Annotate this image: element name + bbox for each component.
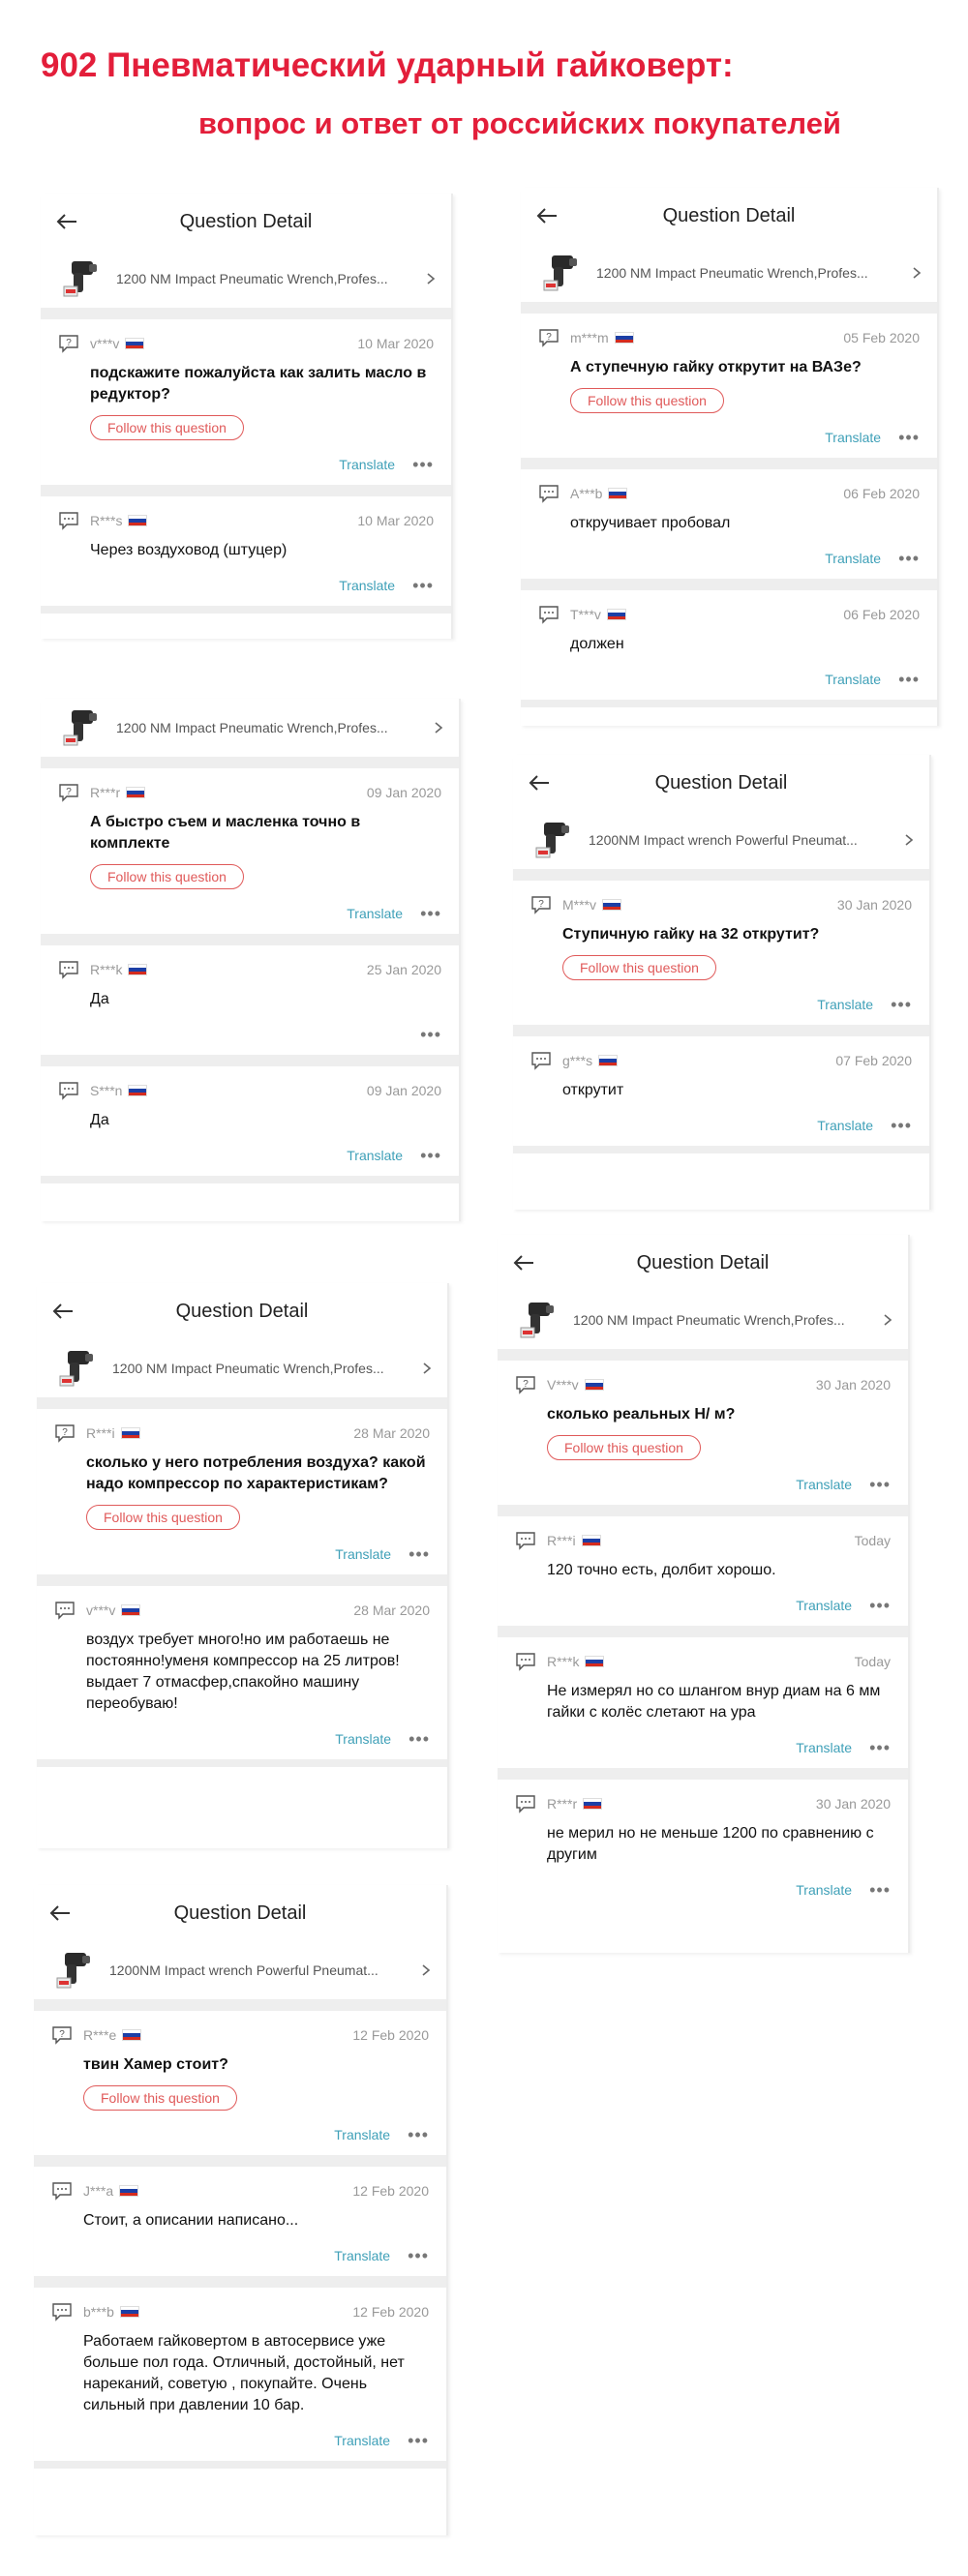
panel-title: Question Detail [173,1902,307,1924]
question-entry [34,2011,446,2167]
question-bubble-icon [58,334,79,353]
translate-link[interactable]: Translate [817,1118,874,1133]
more-dots-icon[interactable]: ••• [891,995,912,1014]
panel-header [521,188,937,244]
question-entry [513,881,929,1036]
product-link[interactable] [41,699,459,768]
translate-link[interactable]: Translate [339,457,396,472]
answer-bubble-icon [515,1531,536,1550]
entry-date: 07 Feb 2020 [835,1053,912,1068]
russia-flag-icon [119,2185,138,2197]
answer-entry [498,1516,908,1637]
question-bubble-icon [54,1423,76,1443]
qa-panel [498,1235,910,1953]
user-name: v***v [90,336,120,351]
panel-header [41,194,451,250]
more-dots-icon[interactable]: ••• [408,2246,429,2265]
answer-bubble-icon [51,2181,73,2201]
more-dots-icon[interactable]: ••• [408,1544,430,1564]
answer-text: открутит [562,1082,624,1098]
answer-bubble-icon [51,2302,73,2321]
answer-entry [521,469,937,590]
entry-date: 12 Feb 2020 [352,2183,429,2199]
answer-text: 120 точно есть, долбит хорошо. [547,1562,776,1578]
follow-question-button[interactable]: Follow this question [562,955,716,980]
translate-link[interactable]: Translate [347,906,404,921]
russia-flag-icon [598,1055,618,1066]
user-name: R***e [83,2027,117,2043]
product-name: 1200 NM Impact Pneumatic Wrench,Profes... [116,720,388,735]
panel-title: Question Detail [636,1251,770,1273]
russia-flag-icon [615,332,634,344]
question-text: А ступечную гайку открутит на ВАЗе? [570,359,862,375]
answer-entry [37,1586,447,1767]
product-name: 1200 NM Impact Pneumatic Wrench,Profes... [596,265,868,281]
translate-link[interactable]: Translate [825,672,882,687]
russia-flag-icon [128,1085,147,1096]
panel-title: Question Detail [662,204,796,226]
user-name: S***n [90,1083,123,1098]
answer-text: воздух требует много!но им работаешь не постоянно!уменя компрессор на 25 литров! выдает 7 отмасфер,спакойно машину переобуваю! [86,1632,400,1712]
more-dots-icon[interactable]: ••• [408,1729,430,1749]
wrench-thumbnail-icon [530,819,573,861]
entry-date: 05 Feb 2020 [843,330,920,345]
panel-header [513,755,929,811]
russia-flag-icon [128,964,147,975]
answer-text: Через воздуховод (штуцер) [90,542,287,558]
panel-title: Question Detail [654,771,788,794]
qa-panel [37,1283,449,1848]
panel-header [34,1885,446,1941]
product-link[interactable] [37,1339,447,1409]
more-dots-icon[interactable]: ••• [420,1025,441,1044]
question-bubble-icon [51,2025,73,2045]
user-name: V***v [547,1377,579,1393]
question-bubble-icon [530,895,552,914]
back-arrow-icon[interactable] [52,207,81,236]
question-bubble-icon [58,783,79,802]
more-dots-icon[interactable]: ••• [898,549,920,568]
entry-date: 06 Feb 2020 [843,486,920,501]
svg-text:?: ? [523,1379,529,1390]
svg-text:?: ? [62,1427,68,1438]
translate-link[interactable]: Translate [347,1148,404,1163]
answer-bubble-icon [515,1652,536,1671]
entry-date: Today [854,1654,891,1669]
answer-text: Работаем гайковертом в автосервисе уже больше пол года. Отличный, достойный, нет нареканий, советую , покупайте. Очень сильный при давлении 10 бар. [83,2333,405,2413]
wrench-thumbnail-icon [54,1347,97,1390]
entry-date: 28 Mar 2020 [353,1425,430,1441]
panel-header [498,1235,908,1291]
entry-date: 30 Jan 2020 [815,1796,891,1812]
qa-panel [521,188,939,726]
more-dots-icon[interactable]: ••• [408,2431,429,2450]
answer-bubble-icon [58,511,79,530]
follow-question-button[interactable]: Follow this question [90,415,244,440]
user-name: v***v [86,1603,116,1618]
panel-title: Question Detail [179,210,313,232]
translate-link[interactable]: Translate [825,430,882,445]
qa-panel [41,194,453,639]
user-name: g***s [562,1053,593,1068]
translate-link[interactable]: Translate [825,551,882,566]
entry-date: Today [854,1533,891,1548]
answer-text: Стоит, а описании написано... [83,2212,299,2229]
russia-flag-icon [583,1798,602,1810]
question-text: А быстро съем и масленка точно в комплекте [90,814,361,852]
translate-link[interactable]: Translate [335,1731,392,1747]
more-dots-icon[interactable]: ••• [869,1596,891,1615]
translate-link[interactable]: Translate [796,1598,853,1613]
panel-header [37,1283,447,1339]
more-dots-icon[interactable]: ••• [412,576,434,595]
question-bubble-icon [538,328,560,347]
wrench-thumbnail-icon [58,706,101,749]
more-dots-icon[interactable]: ••• [869,1738,891,1757]
svg-text:?: ? [59,2029,65,2040]
chevron-right-icon [419,1963,433,1977]
answer-entry [34,2288,446,2469]
follow-question-button[interactable]: Follow this question [90,864,244,889]
svg-text:?: ? [66,338,72,348]
question-entry [41,768,459,945]
question-bubble-icon [515,1375,536,1394]
translate-link[interactable]: Translate [334,2433,391,2448]
answer-bubble-icon [538,605,560,624]
chevron-right-icon [424,272,438,285]
question-entry [37,1409,447,1586]
entry-date: 30 Jan 2020 [836,897,912,913]
translate-link[interactable]: Translate [339,578,396,593]
more-dots-icon[interactable]: ••• [420,904,441,923]
answer-entry [41,945,459,1066]
user-name: R***r [547,1796,578,1812]
product-name: 1200NM Impact wrench Powerful Pneumat... [589,832,858,848]
entry-date: 09 Jan 2020 [366,1083,441,1098]
chevron-right-icon [432,721,445,734]
user-name: R***k [547,1654,580,1669]
answer-entry [498,1637,908,1780]
answer-entry [41,1066,459,1183]
answer-text: Не измерял но со шлангом внур диам на 6 мм гайки с колёс слетают на ура [547,1683,881,1721]
question-text: сколько у него потребления воздуха? какой надо компрессор по характеристикам? [86,1454,426,1492]
chevron-right-icon [902,833,916,847]
translate-link[interactable]: Translate [796,1882,853,1898]
russia-flag-icon [585,1656,604,1667]
russia-flag-icon [607,609,626,620]
user-name: R***s [90,513,123,528]
svg-text:?: ? [546,332,552,343]
question-entry [41,319,451,496]
russia-flag-icon [121,1427,140,1439]
more-dots-icon[interactable]: ••• [869,1880,891,1900]
product-link[interactable] [498,1291,908,1361]
chevron-right-icon [420,1362,434,1375]
more-dots-icon[interactable]: ••• [408,2125,429,2144]
wrench-thumbnail-icon [58,257,101,300]
more-dots-icon[interactable]: ••• [898,428,920,447]
answer-bubble-icon [515,1794,536,1813]
translate-link[interactable]: Translate [334,2248,391,2263]
svg-text:?: ? [66,787,72,797]
product-link[interactable] [34,1941,446,2011]
question-entry [521,314,937,469]
user-name: R***r [90,785,121,800]
question-text: твин Хамер стоит? [83,2056,228,2073]
user-name: R***i [86,1425,115,1441]
translate-link[interactable]: Translate [335,1546,392,1562]
answer-bubble-icon [58,1081,79,1100]
qa-panel [513,755,931,1210]
user-name: J***a [83,2183,114,2199]
back-arrow-icon[interactable] [48,1297,77,1326]
product-name: 1200 NM Impact Pneumatic Wrench,Profes... [573,1312,845,1328]
product-link[interactable] [41,250,451,319]
answer-text: не мерил но не меньше 1200 по сравнению с другим [547,1825,874,1863]
user-name: M***v [562,897,597,913]
user-name: R***k [90,962,123,977]
entry-date: 06 Feb 2020 [843,607,920,622]
answer-bubble-icon [538,484,560,503]
more-dots-icon[interactable]: ••• [891,1116,912,1135]
question-entry [498,1361,908,1516]
translate-link[interactable]: Translate [334,2127,391,2142]
chevron-right-icon [881,1313,894,1327]
entry-date: 10 Mar 2020 [357,336,434,351]
entry-date: 12 Feb 2020 [352,2304,429,2320]
chevron-right-icon [910,266,923,280]
page-heading: 902 Пневматический ударный гайковерт: [41,46,734,84]
question-text: сколько реальных Н/ м? [547,1406,736,1423]
back-arrow-icon[interactable] [532,201,561,230]
answer-bubble-icon [54,1601,76,1620]
entry-date: 28 Mar 2020 [353,1603,430,1618]
answer-bubble-icon [58,960,79,979]
entry-date: 12 Feb 2020 [352,2027,429,2043]
answer-entry [34,2167,446,2288]
back-arrow-icon[interactable] [509,1248,538,1277]
wrench-thumbnail-icon [51,1949,94,1992]
product-link[interactable] [513,811,929,881]
russia-flag-icon [585,1379,604,1391]
russia-flag-icon [120,2306,139,2318]
russia-flag-icon [125,338,144,349]
answer-text: откручивает пробовал [570,515,731,531]
answer-entry [513,1036,929,1153]
russia-flag-icon [582,1535,601,1546]
answer-bubble-icon [530,1051,552,1070]
russia-flag-icon [126,787,145,798]
answer-text: должен [570,636,624,652]
wrench-thumbnail-icon [515,1299,558,1341]
more-dots-icon[interactable]: ••• [898,670,920,689]
translate-link[interactable]: Translate [817,997,874,1012]
entry-date: 25 Jan 2020 [366,962,441,977]
product-link[interactable] [521,244,937,314]
entry-date: 09 Jan 2020 [366,785,441,800]
qa-panel [41,699,461,1221]
more-dots-icon[interactable]: ••• [869,1475,891,1494]
answer-entry [521,590,937,707]
question-text: подскажите пожалуйста как залить масло в редуктор? [90,365,427,403]
answer-text: Да [90,1112,109,1128]
more-dots-icon[interactable]: ••• [412,455,434,474]
user-name: T***v [570,607,601,622]
answer-entry [498,1780,908,1910]
follow-question-button[interactable]: Follow this question [86,1505,240,1530]
russia-flag-icon [608,488,627,499]
follow-question-button[interactable]: Follow this question [83,2085,237,2111]
wrench-thumbnail-icon [538,252,581,294]
product-name: 1200NM Impact wrench Powerful Pneumat... [109,1962,378,1978]
follow-question-button[interactable]: Follow this question [570,388,724,413]
russia-flag-icon [121,1604,140,1616]
more-dots-icon[interactable]: ••• [420,1146,441,1165]
answer-entry [41,496,451,614]
entry-date: 10 Mar 2020 [357,513,434,528]
russia-flag-icon [128,515,147,526]
translate-link[interactable]: Translate [796,1477,853,1492]
qa-panel [34,1885,448,2535]
svg-text:?: ? [538,899,544,910]
user-name: b***b [83,2304,114,2320]
back-arrow-icon[interactable] [525,768,554,797]
panel-title: Question Detail [175,1300,309,1322]
russia-flag-icon [122,2029,141,2041]
question-text: Ступичную гайку на 32 открутит? [562,926,820,943]
follow-question-button[interactable]: Follow this question [547,1435,701,1460]
answer-text: Да [90,991,109,1007]
product-name: 1200 NM Impact Pneumatic Wrench,Profes... [116,271,388,286]
product-name: 1200 NM Impact Pneumatic Wrench,Profes... [112,1361,384,1376]
page-subheading: вопрос и ответ от российских покупателей [198,106,841,140]
entry-date: 30 Jan 2020 [815,1377,891,1393]
user-name: A***b [570,486,603,501]
user-name: R***i [547,1533,576,1548]
russia-flag-icon [602,899,621,911]
translate-link[interactable]: Translate [796,1740,853,1755]
user-name: m***m [570,330,609,345]
back-arrow-icon[interactable] [45,1899,75,1928]
